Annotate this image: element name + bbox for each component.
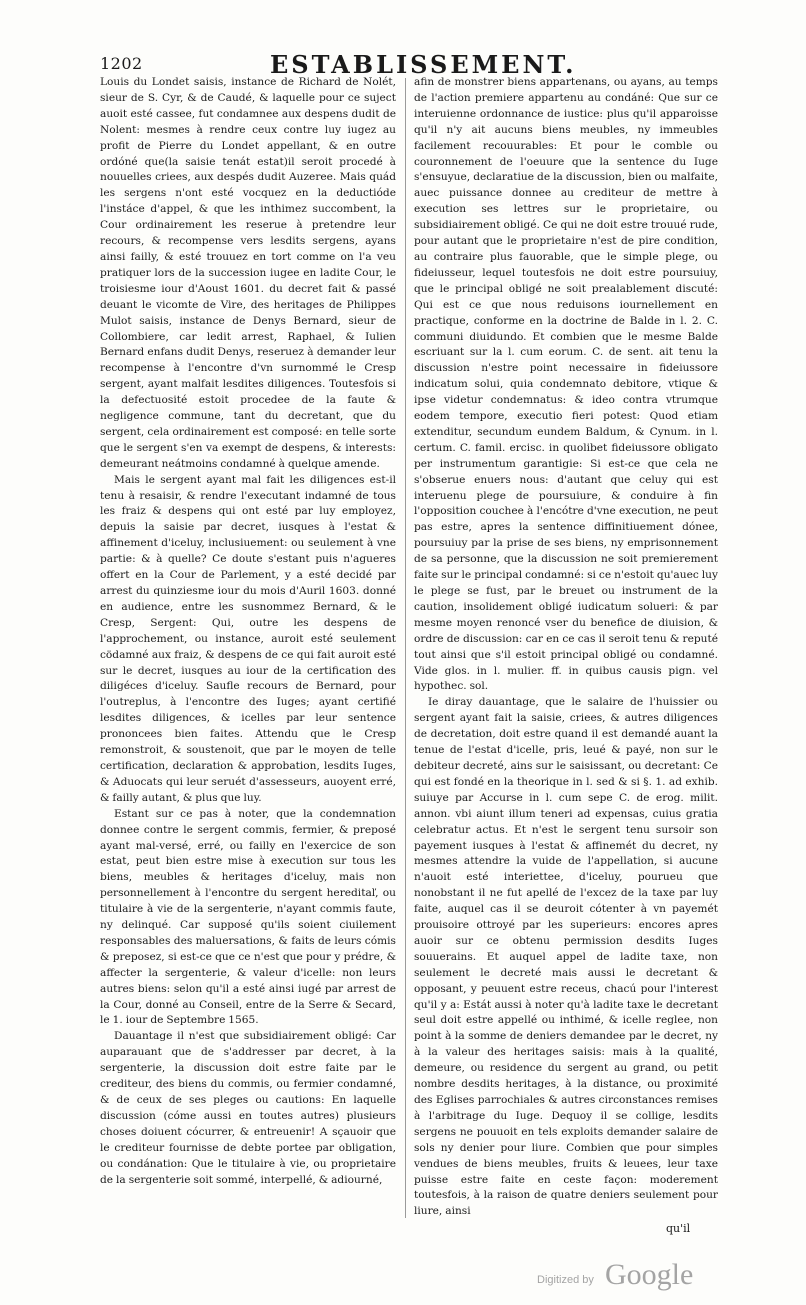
- left-paragraph-2: Mais le sergent ayant mal fait les diligences est-il tenu à resaisir, & rendre l'executant indamné de tous les fraiz & despens qui ont esté par luy employez, depuis la saisie par decret, iusques à l'estat & affinement d'iceluy, inclusiuement: ou seulement à vne partie: & à quelle? Ce doute s'estant puis n'agueres offert en la Cour de Parlement, y a esté decidé par arrest du quinziesme iour du mois d'Auril 1603. donné en audience, entre les susnommez Bernard, & le Cresp, Sergent: Qui, outre les despens de l'approchement, ou instance, auroit esté seulement cödamné aux fraiz, & despens de ce qui fait auroit esté sur le decret, iusques au iour de la certification des diligéces d'iceluy. Saufle recours de Bernard, pour l'outreplus, à l'encontre des Iuges; ayant certifié lesdites diligences, & icelles par leur sentence prononcees bien faites. Attendu que le Cresp remonstroit, & soustenoit, que par le moyen de telle certification, declaration & approbation, lesdits Iuges, & Aduocats qui leur seruét d'assesseurs, auoyent erré, & failly autant, & plus que luy.: [100, 473, 396, 804]
- page-header: [100, 50, 728, 79]
- left-paragraph-3: Estant sur ce pas à noter, que la condemnation donnee contre le sergent commis, fermier, & preposé ayant mal-versé, erré, ou failly en l'exercice de son estat, peut bien estre mise à execution sur tous les biens, meubles & heritages d'iceluy, mais non personnellement à l'encontre du sergent hereditaľ, ou titulaire à vie de la sergenterie, n'ayant commis faute, ny delinqué. Car supposé qu'ils soient ciuilement responsables des maluersations, & faits de leurs cómis & preposez, si est-ce que ce n'est que pour y prédre, & affecter la sergenterie, & valeur d'icelle: non leurs autres biens: selon qu'il a esté ainsi iugé par arrest de la Cour, donné au Conseil, entre de la Serre & Secard, le 1. iour de Septembre 1565.: [100, 807, 396, 1027]
- left-text-column: [100, 75, 396, 1188]
- right-text-column: [414, 75, 718, 1220]
- left-paragraph-4: Dauantage il n'est que subsidiairement obligé: Car auparauant que de s'addresser par decret, à la sergenterie, la discussion doit estre faite par le crediteur, des biens du commis, ou fermier condamné, & de ceux de ses pleges ou cautions: En laquelle discussion (cóme aussi en toutes autres) plusieurs choses doiuent cócurrer, & entreuenir! A sçauoir que le crediteur fournisse de debte portee par obligation, ou condánation: Que le titulaire à vie, ou proprietaire de la sergenterie soit sommé, interpellé, & adiourné,: [100, 1030, 396, 1186]
- running-title: ESTABLISSEMENT.: [270, 50, 577, 79]
- page-number: 1202: [100, 54, 143, 73]
- column-divider: [405, 78, 406, 1218]
- digitized-by-text: Digitized by: [537, 1274, 594, 1286]
- catchword: qu'il: [666, 1222, 691, 1235]
- google-logo: Google: [605, 1258, 694, 1291]
- digitization-watermark: [537, 1258, 745, 1294]
- right-paragraph-1: afin de monstrer biens appartenans, ou ayans, au temps de l'action premiere appartenu au condáné: Que sur ce interuienne ordonnance de iustice: plus qu'il apparoisse qu'il n'y ait aucuns biens meubles, ny immeubles facilement recouurables: Et pour le comble ou couronnement de l'oeuure que la sentence du Iuge s'ensuyue, declaratiue de la discussion, bien ou malfaite, auec puissance donnee au crediteur de mettre à execution ses lettres sur le proprietaire, ou subsidiairement obligé. Ce qui ne doit estre trouué rude, pour autant que le proprietaire n'est de pire condition, au contraire plus fauorable, que le simple plege, ou fideiusseur, lequel toutesfois ne doit estre poursuiuy, que le principal obligé ne soit prealablement discuté: Qui est ce que nous reduisons iournellement en practique, conforme en la doctrine de Balde in l. 2. C. communi diuidundo. Et combien que le mesme Balde escriuant sur la l. cum eorum. C. de sent. ait tenu la discussion n'estre point necessaire in fideiussore indicatum solui, quia condemnato debitore, vtique & ipse videtur condemnatus: & ideo contra vtrumque eodem tempore, executio fieri potest: Quod etiam extenditur, secundum eundem Baldum, & Cynum. in l. certum. C. famil. ercisc. in quolibet fideiussore obligato per instrumentum garantigie: Si est-ce que cela ne s'obserue enuers nous: d'autant que celuy qui est interuenu plege de poursuiure, & conduire à fin l'opposition couchee à l'encótre d'vne execution, ne peut pas estre, apres la sentence diffinitiuement dónee, poursuiuy par la prise de ses biens, ny emprisonnement de sa personne, que la discussion ne soit premierement faite sur le principal condamné: si ce n'estoit qu'auec luy le plege se fust, par le breuet ou instrument de la caution, insolidement obligé iudicatum solueri: & par mesme moyen renoncé vser du benefice de diuision, & ordre de discussion: car en ce cas il seroit tenu & reputé tout ainsi que s'il estoit principal obligé ou condamné. Vide glos. in l. mulier. ff. in quibus causis pign. vel hypothec. sol.: [414, 76, 718, 693]
- left-paragraph-1: Louis du Londet saisis, instance de Richard de Nolét, sieur de S. Cyr, & de Caudé, & laquelle pour ce suject auoit esté cassee, fut condamnee aux despens dudit de Nolent: mesmes à rendre ceux contre luy iugez au profit de Pierre du Londet appellant, & en outre ordóné que(la saisie tenát estat)il seroit procedé à nouuelles criees, aux despés dudit Auzeree. Mais quád les sergens n'ont esté vocquez en la deductióde l'instáce d'appel, & que les inthimez succombent, la Cour ordinairement les reserue à pretendre leur recours, & recompense vers lesdits sergens, ayans ainsi failly, & esté trouuez en tort comme on l'a veu pratiquer lors de la succession iugee en ladite Cour, le troisiesme iour d'Aoust 1601. du decret fait & passé deuant le vicomte de Vire, des heritages de Philippes Mulot saisis, instance de Denys Bernard, sieur de Collombiere, car ledit arrest, Raphael, & Iulien Bernard enfans dudit Denys, reseruez à demander leur recompense à l'encontre d'vn surnommé le Cresp sergent, ayant malfait lesdites diligences. Toutesfois si la defectuosité estoit procedee de la faute & negligence commune, tant du decretant, que du sergent, cela ordinairement est composé: en telle sorte que le sergent s'en va exempt de despens, & interests: demeurant neátmoins condamné à quelque amende.: [100, 76, 396, 470]
- right-paragraph-2: Ie diray dauantage, que le salaire de l'huissier ou sergent ayant fait la saisie, criees, & autres diligences de decretation, doit estre quand il est demandé auant la tenue de l'estat d'icelle, pris, leué & payé, non sur le debiteur decreté, ains sur le saisissant, ou decretant: Ce qui est fondé en la theorique in l. sed & si §. 1. ad exhib. suiuye par Accurse in l. cum sepe C. de erog. milit. annon. vbi aiunt illum teneri ad expensas, cuius gratia celebratur actus. Et n'est le sergent tenu sursoir son payement iusques à l'estat & affinemét du decret, ny mesmes attendre la vuide de l'appellation, si aucune n'auoit esté interiettee, d'iceluy, pourueu que nonobstant il ne fut apellé de l'excez de la taxe par luy faite, auquel cas il se deuroit cótenter à vn payemét prouisoire ottroyé par les superieurs: encores apres auoir sur ce obtenu permission desdits Iuges souuerains. Et auquel appel de ladite taxe, non seulement le decreté mais aussi le decretant & opposant, y peuuent estre receus, chacú pour l'interest qu'il y a: Estát aussi à noter qu'à ladite taxe le decretant seul doit estre appellé ou inthimé, & icelle reglee, non point à la somme de deniers demandee par le decret, ny à la valeur des heritages saisis: mais à la qualité, demeure, ou residence du sergent au grand, ou petit nombre desdits heritages, à la distance, ou proximité des Eglises parrochiales & autres circonstances remises à l'arbitrage du Iuge. Dequoy il se collige, lesdits sergens ne pouuoit en tels exploits demander salaire de sols ny denier pour liure. Combien que pour simples vendues de biens meubles, fruits & leuees, leur taxe puisse estre faite en ceste façon: moderement toutesfois, à la raison de quatre deniers seulement pour liure, ainsi: [414, 696, 718, 1218]
